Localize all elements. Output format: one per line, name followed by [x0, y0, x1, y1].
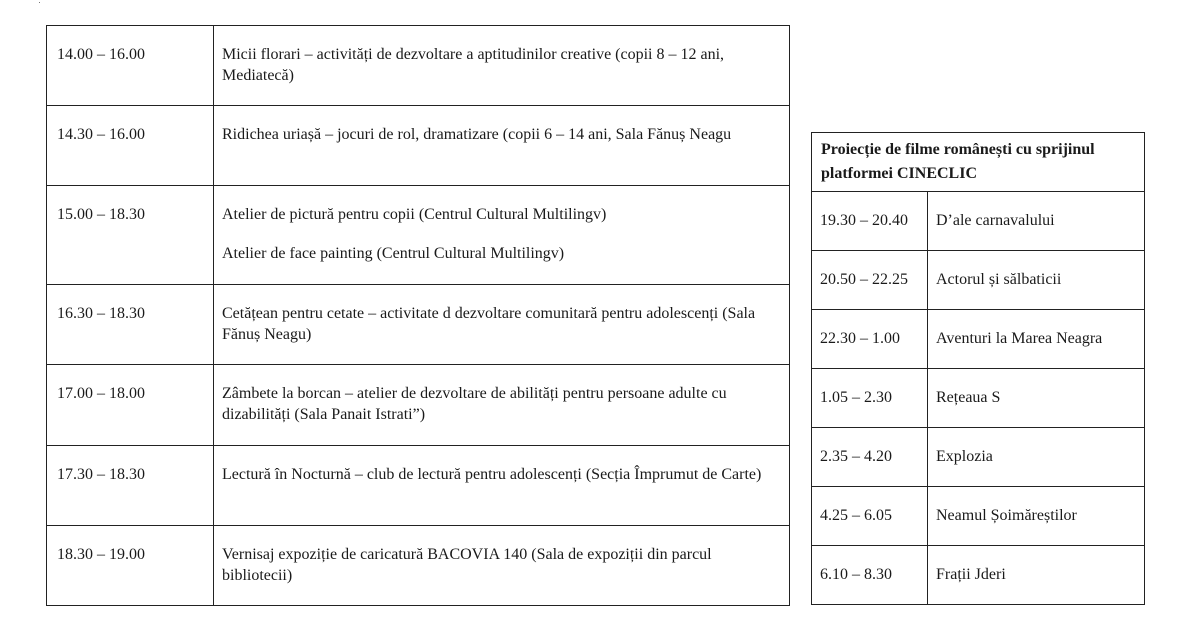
activity-cell: Vernisaj expoziție de caricatură BACOVIA 140 (Sala de expoziții din parcul bibliotecii) — [214, 526, 790, 606]
screening-time-cell: 19.30 – 20.40 — [812, 192, 928, 251]
table-header-row — [812, 133, 1145, 192]
time-cell: 17.00 – 18.00 — [47, 365, 214, 446]
time-cell: 18.30 – 19.00 — [47, 526, 214, 606]
table-row — [812, 192, 1145, 251]
stray-dot — [39, 2, 40, 3]
screening-time-cell: 4.25 – 6.05 — [812, 487, 928, 546]
film-title-cell: D’ale carnavalului — [928, 192, 1145, 251]
activity-cell: Ridichea uriașă – jocuri de rol, dramatizare (copii 6 – 14 ani, Sala Fănuș Neagu — [214, 106, 790, 186]
time-cell: 17.30 – 18.30 — [47, 446, 214, 526]
screening-time-cell: 1.05 – 2.30 — [812, 369, 928, 428]
table-row — [812, 428, 1145, 487]
activity-cell: Micii florari – activități de dezvoltare a aptitudinilor creative (copii 8 – 12 ani, Mediatecă) — [214, 26, 790, 106]
activity-cell: Lectură în Nocturnă – club de lectură pentru adolescenți (Secția Împrumut de Carte) — [214, 446, 790, 526]
table-row — [812, 251, 1145, 310]
film-title-cell: Neamul Șoimăreștilor — [928, 487, 1145, 546]
table-row — [47, 526, 790, 606]
table-row — [47, 446, 790, 526]
time-cell: 15.00 – 18.30 — [47, 186, 214, 285]
time-cell: 16.30 – 18.30 — [47, 285, 214, 365]
screening-time-cell: 22.30 – 1.00 — [812, 310, 928, 369]
film-table-header: Proiecție de filme românești cu sprijinul platformei CINECLIC — [812, 133, 1145, 192]
activity-cell: Cetățean pentru cetate – activitate d dezvoltare comunitară pentru adolescenți (Sala Fănuș Neagu) — [214, 285, 790, 365]
activity-line: Atelier de face painting (Centrul Cultural Multilingv) — [222, 245, 565, 262]
screening-time-cell: 6.10 – 8.30 — [812, 546, 928, 605]
screening-time-cell: 20.50 – 22.25 — [812, 251, 928, 310]
activity-cell: Zâmbete la borcan – atelier de dezvoltare de abilități pentru persoane adulte cu dizabilități (Sala Panait Istrati”) — [214, 365, 790, 446]
film-title-cell: Aventuri la Marea Neagra — [928, 310, 1145, 369]
activity-line: Atelier de pictură pentru copii (Centrul Cultural Multilingv) — [222, 206, 607, 223]
film-title-cell: Actorul și sălbaticii — [928, 251, 1145, 310]
screening-time-cell: 2.35 – 4.20 — [812, 428, 928, 487]
activity-schedule-table — [46, 25, 790, 606]
table-row — [47, 365, 790, 446]
table-row — [812, 369, 1145, 428]
table-row — [812, 546, 1145, 605]
table-row — [47, 285, 790, 365]
film-title-cell: Explozia — [928, 428, 1145, 487]
film-title-cell: Rețeaua S — [928, 369, 1145, 428]
time-cell: 14.00 – 16.00 — [47, 26, 214, 106]
table-row — [812, 310, 1145, 369]
time-cell: 14.30 – 16.00 — [47, 106, 214, 186]
table-row — [812, 487, 1145, 546]
table-row — [47, 26, 790, 106]
table-row — [47, 186, 790, 285]
activity-cell — [214, 186, 790, 285]
film-screening-table — [811, 132, 1145, 605]
film-title-cell: Frații Jderi — [928, 546, 1145, 605]
table-row — [47, 106, 790, 186]
